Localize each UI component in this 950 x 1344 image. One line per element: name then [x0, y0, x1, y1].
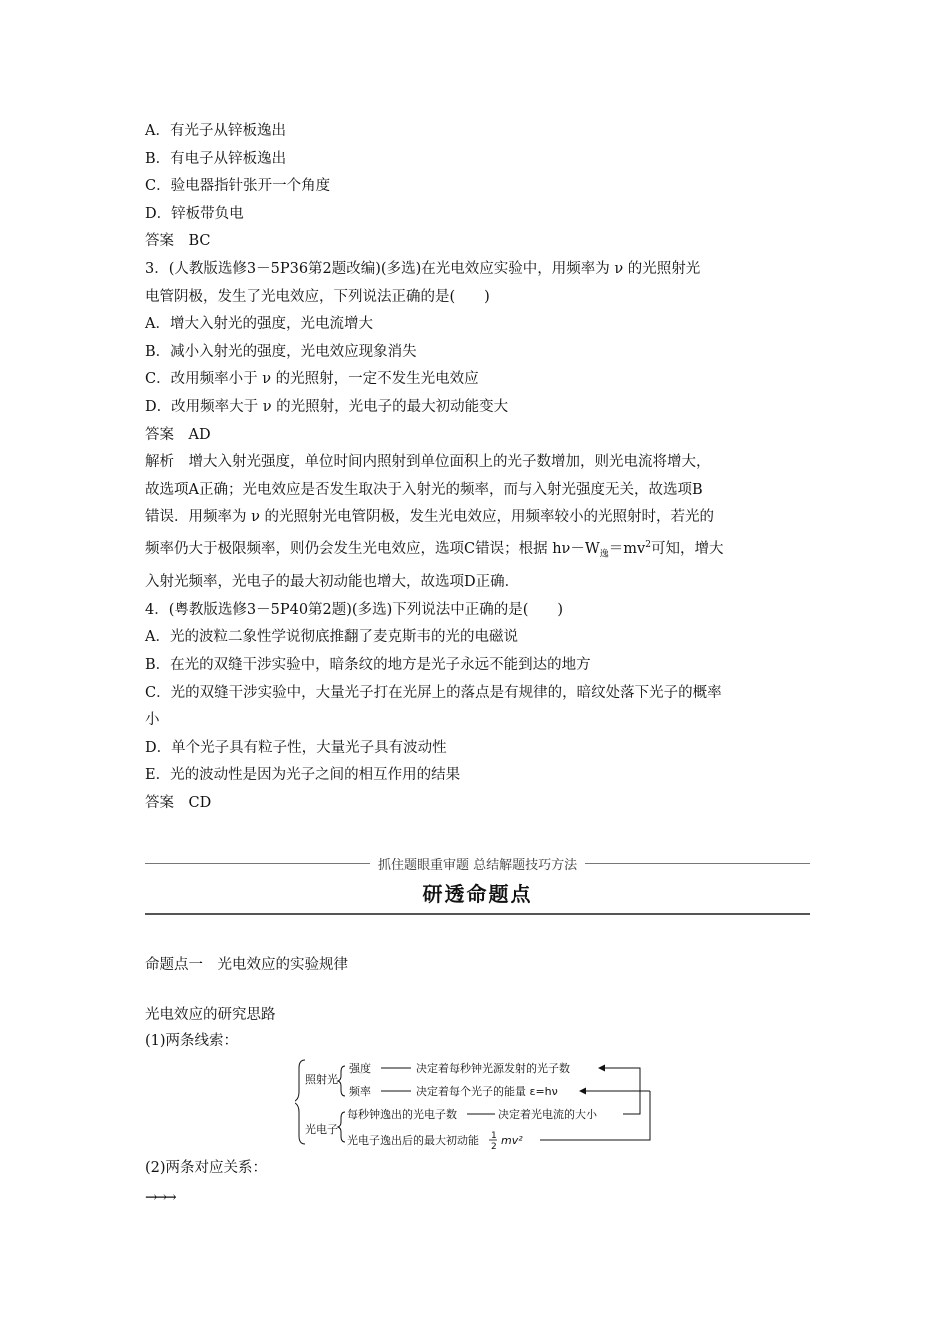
q3-analysis-4-b: ＝mv — [608, 540, 646, 557]
branch-count-text-a: 每秒钟逸出的光电子数 — [347, 1108, 457, 1121]
section-banner — [145, 850, 810, 915]
q3-stem-1: 3．(人教版选修3－5P36第2题改编)(多选)在光电效应实验中，用频率为 ν 的光照射光 — [145, 260, 701, 277]
topic-heading: 命题点一 光电效应的实验规律 — [145, 957, 348, 973]
q3-analysis-4-a: 频率仍大于极限频率，则仍会发生光电效应，选项C错误；根据 hν－W — [145, 540, 600, 557]
q3-option-d: D．改用频率大于 ν 的光照射，光电子的最大初动能变大 — [145, 398, 509, 415]
light-brace — [338, 1066, 345, 1096]
root-light-label: 照射光 — [305, 1073, 338, 1086]
banner-subtitle-row — [145, 850, 810, 876]
relation-heading: (2)两条对应关系： — [145, 1160, 268, 1176]
branch-energy-text: 光电子逸出后的最大初动能 — [347, 1134, 479, 1147]
banner-subtitle: 抓住题眼重审题 总结解题技巧方法 — [377, 857, 578, 873]
branch-count-text-b: 决定着光电流的大小 — [498, 1108, 597, 1121]
branch-frequency-label: 频率 — [349, 1085, 371, 1098]
banner-rule-right — [585, 863, 810, 864]
branch-energy-frac-num: 1 — [491, 1131, 497, 1141]
topic-subheading: 光电效应的研究思路 — [145, 1007, 276, 1023]
branch-energy-tail: mv² — [501, 1134, 523, 1147]
electron-brace — [338, 1112, 345, 1142]
q3-option-c: C．改用频率小于 ν 的光照射，一定不发生光电效应 — [145, 371, 479, 388]
q2-answer: 答案 BC — [145, 233, 211, 250]
branch-frequency-text: 决定着每个光子的能量 ε=hν — [416, 1085, 558, 1098]
banner-title: 研透命题点 — [422, 882, 533, 906]
q4-option-a: A．光的波粒二象性学说彻底推翻了麦克斯韦的光的电磁说 — [145, 629, 518, 646]
branch-intensity-label: 强度 — [349, 1062, 371, 1075]
q4-option-b: B．在光的双缝干涉实验中，暗条纹的地方是光子永远不能到达的地方 — [145, 657, 591, 673]
two-clues-diagram — [295, 1052, 655, 1152]
q3-analysis-3: 错误．用频率为 ν 的光照射光电管阴极，发生光电效应，用频率较小的光照射时，若光的 — [145, 509, 715, 526]
q3-analysis-1: 解析 增大入射光强度，单位时间内照射到单位面积上的光子数增加，则光电流将增大， — [145, 454, 711, 471]
q3-analysis-4-c: 可知，增大 — [650, 540, 724, 557]
branch-energy-frac-den: 2 — [491, 1142, 497, 1152]
banner-rule-left — [145, 863, 370, 864]
q2-option-d: D．锌板带负电 — [145, 205, 244, 222]
q3-analysis-4-sub: 逸 — [599, 549, 609, 560]
q4-option-d: D．单个光子具有粒子性，大量光子具有波动性 — [145, 739, 447, 756]
q2-option-b: B．有电子从锌板逸出 — [145, 150, 287, 167]
q4-option-c-2: 小 — [145, 712, 160, 729]
branch-intensity-text: 决定着每秒钟光源发射的光子数 — [416, 1062, 570, 1075]
q4-option-e: E．光的波动性是因为光子之间的相互作用的结果 — [145, 767, 461, 784]
q3-analysis-4 — [145, 532, 810, 569]
q3-option-a: A．增大入射光的强度，光电流增大 — [145, 316, 373, 333]
q4-answer: 答案 CD — [145, 794, 212, 811]
q3-answer: 答案 AD — [145, 426, 211, 443]
q3-analysis-5: 入射光频率，光电子的最大初动能也增大，故选项D正确． — [145, 574, 520, 591]
arrow-chain: →→→ — [145, 1188, 174, 1206]
q2-option-a: A．有光子从锌板逸出 — [145, 123, 286, 139]
q3-analysis-2: 故选项A正确；光电效应是否发生取决于入射光的频率，而与入射光强度无关，故选项B — [145, 481, 703, 498]
outer-brace — [295, 1060, 305, 1144]
q2-option-c: C．验电器指针张开一个角度 — [145, 178, 331, 195]
q3-option-b: B．减小入射光的强度，光电效应现象消失 — [145, 343, 417, 360]
q3-stem-2: 电管阴极，发生了光电效应，下列说法正确的是( ) — [145, 288, 490, 305]
root-electron-label: 光电子 — [305, 1123, 338, 1136]
q4-option-c-1: C．光的双缝干涉实验中，大量光子打在光屏上的落点是有规律的，暗纹处落下光子的概率 — [145, 684, 722, 701]
q3-analysis-4-sup: 2 — [645, 539, 651, 550]
clue-heading: (1)两条线索： — [145, 1033, 239, 1049]
content — [145, 118, 810, 818]
banner-bottom-rule — [145, 913, 810, 915]
q4-stem: 4．(粤教版选修3－5P40第2题)(多选)下列说法中正确的是( ) — [145, 601, 564, 618]
